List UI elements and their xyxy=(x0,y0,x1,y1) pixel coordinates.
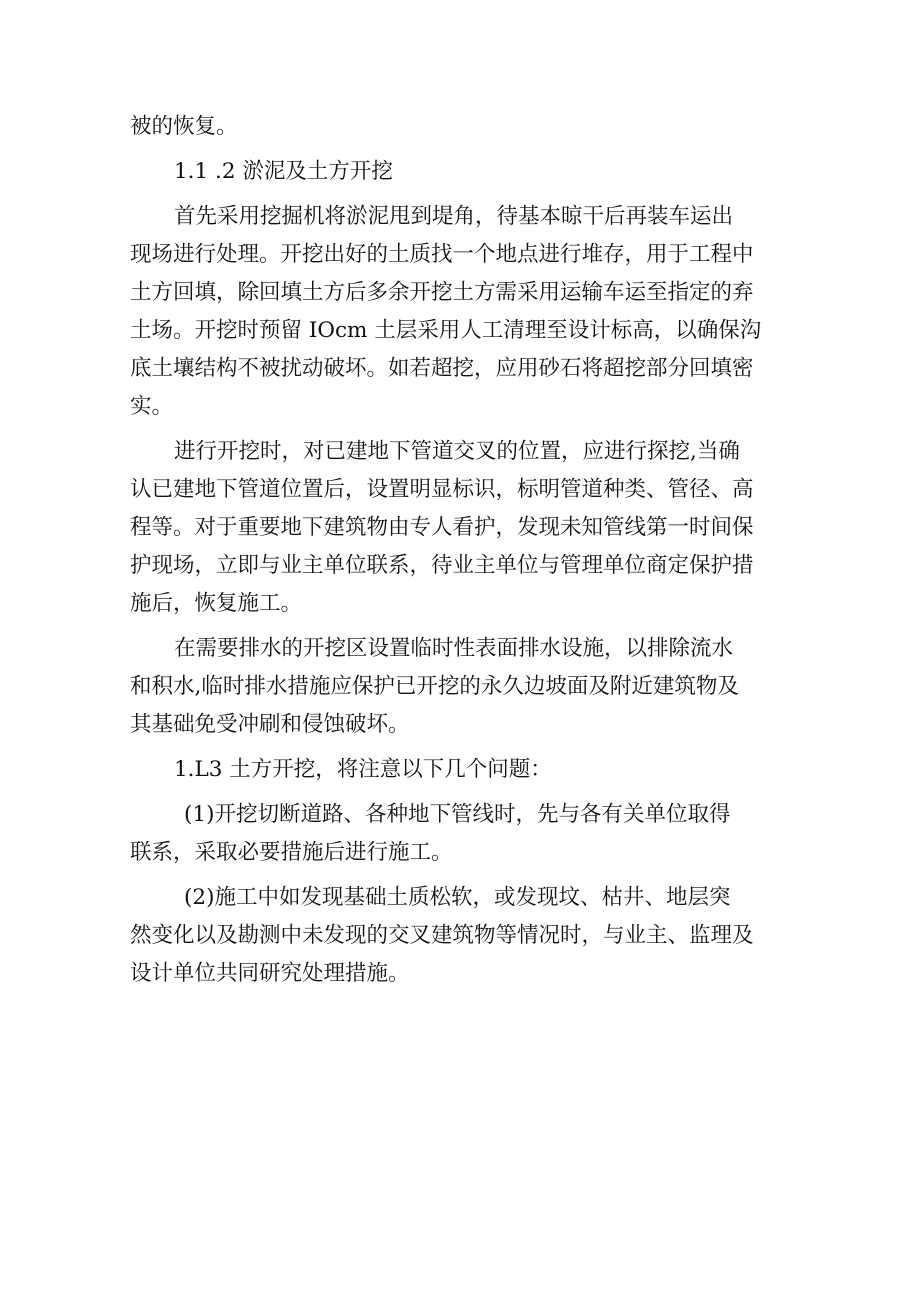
paragraph-line: 程等。对于重要地下建筑物由专人看护，发现未知管线第一时间保 xyxy=(130,515,754,540)
paragraph-line: 进行开挖时，对已建地下管道交叉的位置，应进行探挖,当确 xyxy=(174,439,740,464)
list-item-line: 设计单位共同研究处理措施。 xyxy=(130,961,410,986)
paragraph-line: 在需要排水的开挖区设置临时性表面排水设施，以排除流水 xyxy=(174,636,734,661)
paragraph-line: 实。 xyxy=(130,394,174,419)
paragraph-line: 现场进行处理。开挖出好的土质找一个地点进行堆存，用于工程中 xyxy=(130,242,754,267)
paragraph-line: 底土壤结构不被扰动破坏。如若超挖，应用砂石将超挖部分回填密 xyxy=(130,356,754,381)
paragraph-line: 认已建地下管道位置后，设置明显标识，标明管道种类、管径、高 xyxy=(130,477,754,502)
document-page xyxy=(130,108,795,993)
paragraph-line: 护现场，立即与业主单位联系，待业主单位与管理单位商定保护措 xyxy=(130,553,754,578)
paragraph-line: 土方回填，除回填土方后多余开挖土方需采用运输车运至指定的弃 xyxy=(130,280,754,305)
paragraph-line: 首先采用挖掘机将淤泥甩到堤角，待基本晾干后再装车运出 xyxy=(174,204,734,229)
section-heading: 1.L3 土方开挖，将注意以下几个问题： xyxy=(174,757,552,782)
list-item-line: 联系，采取必要措施后进行施工。 xyxy=(130,840,453,865)
list-item-line: 然变化以及勘测中未发现的交叉建筑物等情况时，与业主、监理及 xyxy=(130,923,754,948)
section-heading: 1.1 .2 淤泥及土方开挖 xyxy=(174,159,393,184)
list-item-line: (2)施工中如发现基础土质松软，或发现坟、枯井、地层突 xyxy=(184,885,731,910)
paragraph-line: 其基础免受冲刷和侵蚀破坏。 xyxy=(130,712,410,737)
paragraph-line: 被的恢复。 xyxy=(130,114,238,139)
paragraph-line: 施后，恢复施工。 xyxy=(130,591,303,616)
paragraph-line: 和积水,临时排水措施应保护已开挖的永久边坡面及附近建筑物及 xyxy=(130,674,739,699)
list-item-line: (1)开挖切断道路、各种地下管线时，先与各有关单位取得 xyxy=(184,802,731,827)
paragraph-line: 土场。开挖时预留 IOcm 土层采用人工清理至设计标高，以确保沟 xyxy=(130,318,762,343)
